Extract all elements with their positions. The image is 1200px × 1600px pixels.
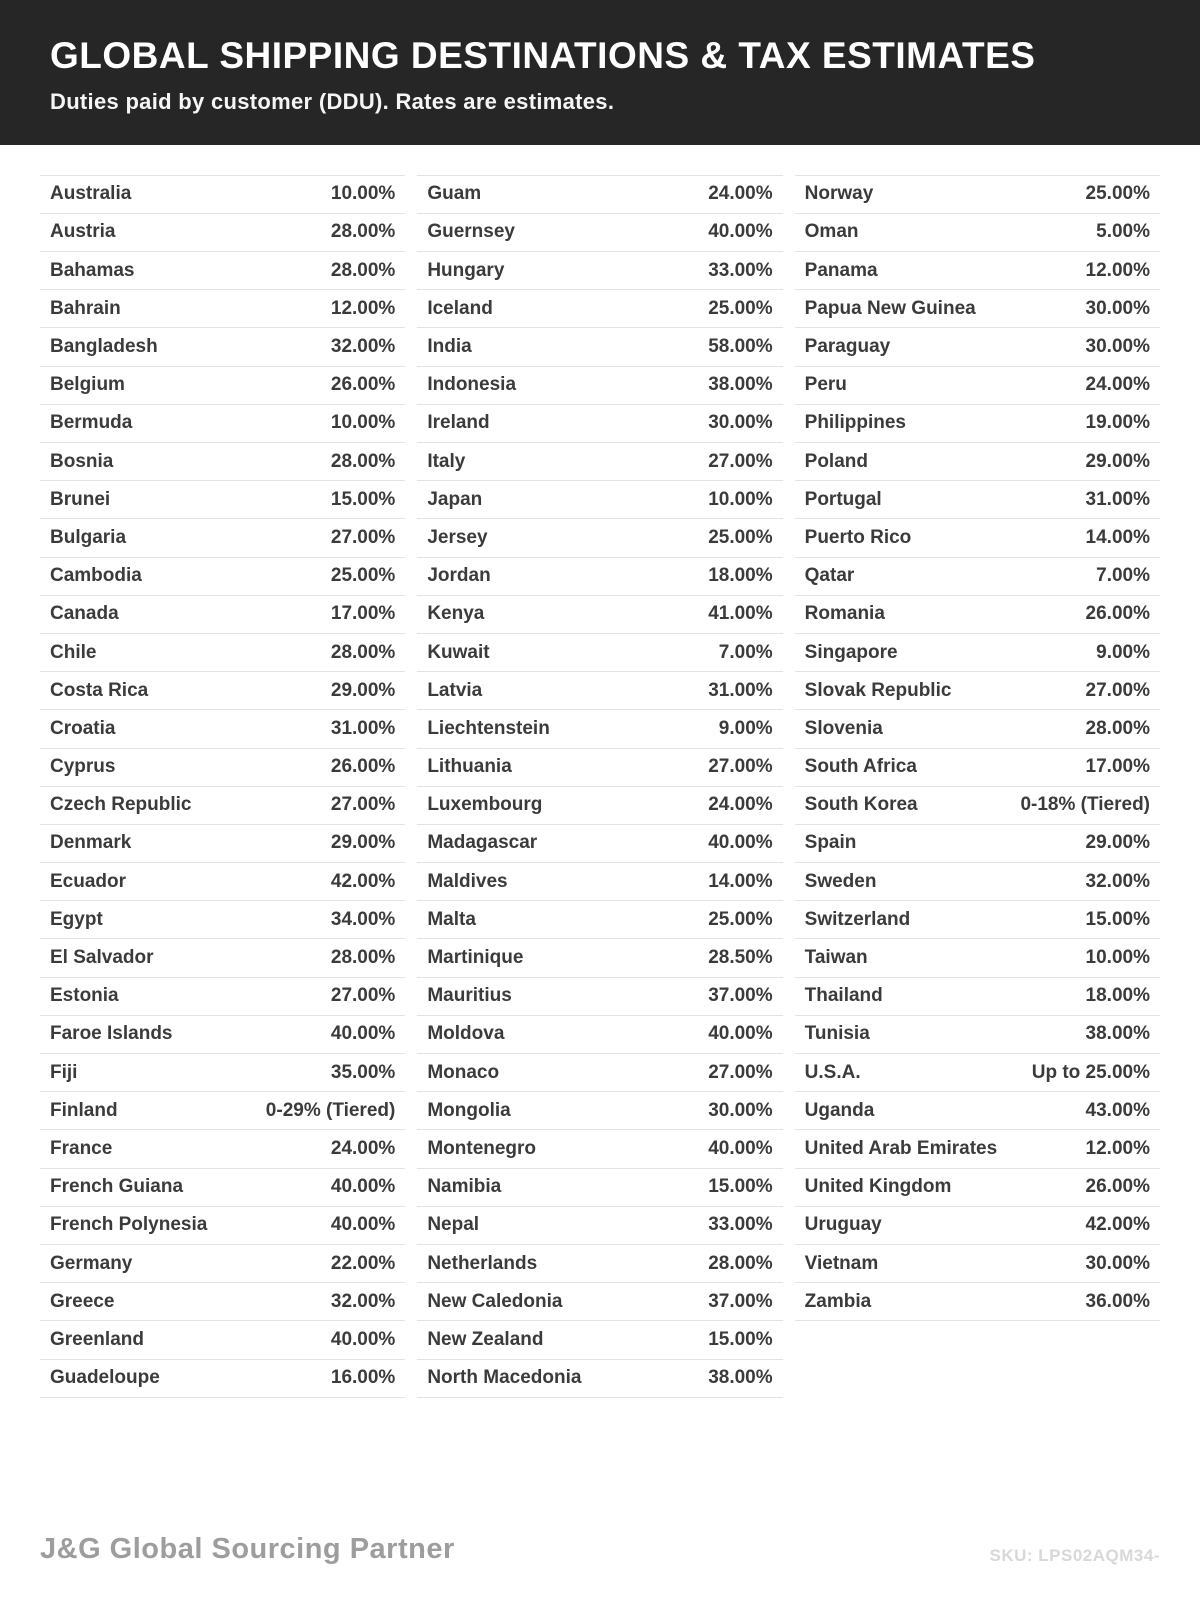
tax-rate: 41.00%: [708, 603, 773, 625]
country-name: Oman: [804, 221, 859, 243]
tax-rate: 19.00%: [1085, 412, 1150, 434]
rate-row: [795, 1130, 1160, 1168]
rates-table: [40, 175, 1160, 1398]
tax-rate: 40.00%: [330, 1176, 396, 1198]
rate-row: [795, 214, 1160, 252]
country-name: Bangladesh: [50, 336, 158, 358]
sku-text: SKU: LPS02AQM34-: [989, 1546, 1160, 1565]
tax-rate: 40.00%: [708, 1137, 773, 1159]
tax-rate: 15.00%: [708, 1176, 773, 1198]
rate-row: [40, 787, 405, 825]
rate-row: [795, 787, 1160, 825]
tax-rate: 29.00%: [330, 679, 396, 701]
country-name: Portugal: [804, 488, 882, 510]
country-name: Bahamas: [50, 259, 135, 281]
tax-rate: 17.00%: [1085, 756, 1150, 778]
tax-rate: 17.00%: [330, 603, 396, 625]
rate-row: [795, 1169, 1160, 1207]
tax-rate: 31.00%: [708, 679, 773, 701]
tax-rate: 37.00%: [708, 985, 773, 1007]
rate-row: [795, 596, 1160, 634]
tax-rate: 22.00%: [330, 1252, 396, 1274]
country-name: Papua New Guinea: [804, 297, 976, 319]
rate-row: [795, 481, 1160, 519]
tax-rate: 9.00%: [1096, 641, 1150, 663]
country-name: Uganda: [804, 1099, 875, 1121]
rate-row: [417, 405, 782, 443]
rate-row: [40, 1130, 405, 1168]
tax-rate: 27.00%: [330, 985, 396, 1007]
tax-rate: 12.00%: [1085, 259, 1150, 281]
tax-rate: 40.00%: [330, 1023, 396, 1045]
country-name: Kenya: [427, 603, 485, 625]
rate-row: [417, 863, 782, 901]
country-name: New Zealand: [427, 1328, 544, 1350]
rate-row: [795, 367, 1160, 405]
tax-rate: 15.00%: [330, 488, 396, 510]
country-name: Monaco: [427, 1061, 500, 1083]
tax-rate: 28.00%: [330, 221, 396, 243]
tax-rate: 26.00%: [330, 756, 396, 778]
country-name: Netherlands: [427, 1252, 538, 1274]
tax-rate: 14.00%: [1085, 526, 1150, 548]
footer: [40, 1533, 1160, 1566]
rate-row: [40, 1092, 405, 1130]
tax-rate: 32.00%: [330, 1290, 396, 1312]
rates-column-3: [795, 175, 1160, 1322]
tax-rate: 42.00%: [1085, 1214, 1150, 1236]
tax-rate: 34.00%: [330, 908, 396, 930]
country-name: Montenegro: [427, 1137, 537, 1159]
tax-rate: 30.00%: [1085, 1252, 1150, 1274]
tax-rate: 15.00%: [708, 1328, 773, 1350]
country-name: Faroe Islands: [50, 1023, 173, 1045]
country-name: Thailand: [804, 985, 883, 1007]
rate-row: [40, 519, 405, 557]
country-name: Belgium: [50, 374, 125, 396]
rate-row: [40, 634, 405, 672]
country-name: Canada: [50, 603, 119, 625]
country-name: South Korea: [804, 794, 918, 816]
tax-rate: 30.00%: [708, 1099, 773, 1121]
rate-row: [40, 978, 405, 1016]
country-name: Vietnam: [804, 1252, 879, 1274]
country-name: Bulgaria: [50, 526, 127, 548]
country-name: Norway: [804, 183, 874, 205]
tax-rate: 18.00%: [708, 565, 773, 587]
tax-rate: 31.00%: [1085, 488, 1150, 510]
tax-rate: 27.00%: [1085, 679, 1150, 701]
page-subtitle: Duties paid by customer (DDU). Rates are estimates.: [50, 88, 615, 114]
rate-row: [795, 978, 1160, 1016]
rate-row: [40, 939, 405, 977]
rate-row: [40, 290, 405, 328]
rate-row: [417, 1360, 782, 1398]
country-name: Hungary: [427, 259, 505, 281]
tax-rate: 27.00%: [708, 756, 773, 778]
rate-row: [417, 710, 782, 748]
country-name: Chile: [50, 641, 97, 663]
tax-rate: 25.00%: [330, 565, 396, 587]
rate-row: [795, 558, 1160, 596]
tax-rate: 10.00%: [1085, 947, 1150, 969]
tax-rate: 10.00%: [708, 488, 773, 510]
country-name: Guam: [427, 183, 482, 205]
tax-rate: 25.00%: [708, 297, 773, 319]
tax-rate: 58.00%: [708, 336, 773, 358]
country-name: Slovak Republic: [804, 679, 952, 701]
tax-rate: 27.00%: [708, 1061, 773, 1083]
tax-rate: 10.00%: [330, 183, 396, 205]
rate-row: [40, 1283, 405, 1321]
tax-rate: 0-18% (Tiered): [1020, 794, 1150, 816]
country-name: Panama: [804, 259, 878, 281]
rate-row: [417, 596, 782, 634]
rate-row: [40, 710, 405, 748]
tax-rate: 0-29% (Tiered): [265, 1099, 396, 1121]
rate-row: [795, 749, 1160, 787]
tax-rate: 25.00%: [1085, 183, 1150, 205]
rate-row: [417, 672, 782, 710]
country-name: Singapore: [804, 641, 898, 663]
tax-rate: 27.00%: [330, 794, 396, 816]
country-name: Egypt: [50, 908, 103, 930]
rate-row: [417, 787, 782, 825]
tax-rate: 28.00%: [330, 641, 396, 663]
rate-row: [417, 1207, 782, 1245]
tax-rate: 25.00%: [708, 526, 773, 548]
rate-row: [795, 672, 1160, 710]
tax-rate: 33.00%: [708, 259, 773, 281]
country-name: Latvia: [427, 679, 483, 701]
country-name: Bosnia: [50, 450, 114, 472]
tax-rate: 38.00%: [708, 374, 773, 396]
country-name: Japan: [427, 488, 483, 510]
country-name: Brunei: [50, 488, 111, 510]
tax-rate: 40.00%: [708, 1023, 773, 1045]
rate-row: [795, 328, 1160, 366]
rate-row: [40, 252, 405, 290]
rate-row: [417, 978, 782, 1016]
page-title: GLOBAL SHIPPING DESTINATIONS & TAX ESTIMATES: [50, 35, 1036, 76]
country-name: Germany: [50, 1252, 133, 1274]
rate-row: [417, 1245, 782, 1283]
rate-row: [795, 519, 1160, 557]
country-name: South Africa: [804, 756, 917, 778]
country-name: Nepal: [427, 1214, 480, 1236]
rate-row: [417, 443, 782, 481]
tax-rate: 28.00%: [708, 1252, 773, 1274]
rate-row: [417, 1092, 782, 1130]
tax-rate: 40.00%: [708, 221, 773, 243]
tax-rate: 7.00%: [718, 641, 773, 663]
tax-rate: 26.00%: [1085, 603, 1150, 625]
country-name: Romania: [804, 603, 885, 625]
rate-row: [417, 176, 782, 214]
rate-row: [795, 901, 1160, 939]
rate-row: [417, 214, 782, 252]
country-name: Paraguay: [804, 336, 891, 358]
country-name: France: [50, 1137, 113, 1159]
rate-row: [40, 1054, 405, 1092]
country-name: Italy: [427, 450, 466, 472]
rate-row: [417, 1169, 782, 1207]
country-name: Lithuania: [427, 756, 512, 778]
country-name: Philippines: [804, 412, 907, 434]
tax-rate: 38.00%: [708, 1367, 773, 1389]
country-name: Fiji: [50, 1061, 78, 1083]
country-name: Mongolia: [427, 1099, 511, 1121]
tax-rate: 30.00%: [1085, 336, 1150, 358]
rate-row: [417, 481, 782, 519]
country-name: Switzerland: [804, 908, 911, 930]
rate-row: [795, 405, 1160, 443]
country-name: Austria: [50, 221, 116, 243]
country-name: Peru: [804, 374, 847, 396]
tax-rate: 28.00%: [330, 450, 396, 472]
country-name: Ecuador: [50, 870, 127, 892]
rate-row: [40, 825, 405, 863]
rate-row: [40, 901, 405, 939]
brand-text: J&G Global Sourcing Partner: [40, 1533, 455, 1565]
tax-rate: 40.00%: [708, 832, 773, 854]
tax-rate: 24.00%: [708, 183, 773, 205]
rate-row: [417, 290, 782, 328]
country-name: Indonesia: [427, 374, 517, 396]
rate-row: [40, 749, 405, 787]
country-name: Estonia: [50, 985, 119, 1007]
country-name: New Caledonia: [427, 1290, 563, 1312]
country-name: North Macedonia: [427, 1367, 582, 1389]
tax-rate: 28.00%: [1085, 717, 1150, 739]
rate-row: [40, 1360, 405, 1398]
country-name: Iceland: [427, 297, 493, 319]
country-name: French Polynesia: [50, 1214, 208, 1236]
country-name: Guadeloupe: [50, 1367, 160, 1389]
rate-row: [795, 825, 1160, 863]
tax-rate: 32.00%: [1085, 870, 1150, 892]
rates-column-2: [417, 175, 782, 1398]
rate-row: [40, 443, 405, 481]
tax-rate: 30.00%: [708, 412, 773, 434]
tax-rate: 40.00%: [330, 1214, 396, 1236]
country-name: United Arab Emirates: [804, 1137, 998, 1159]
tax-rate: 35.00%: [330, 1061, 396, 1083]
country-name: Namibia: [427, 1176, 502, 1198]
tax-rate: 40.00%: [330, 1328, 396, 1350]
tax-rate: 37.00%: [708, 1290, 773, 1312]
tax-rate: 24.00%: [330, 1137, 396, 1159]
country-name: Mauritius: [427, 985, 512, 1007]
tax-rate: 36.00%: [1085, 1290, 1150, 1312]
rate-row: [795, 863, 1160, 901]
rate-row: [795, 634, 1160, 672]
country-name: Australia: [50, 183, 132, 205]
tax-rate: Up to 25.00%: [1031, 1061, 1150, 1083]
rate-row: [417, 749, 782, 787]
country-name: Greenland: [50, 1328, 144, 1350]
country-name: Puerto Rico: [804, 526, 912, 548]
tax-rate: 29.00%: [1085, 450, 1150, 472]
rate-row: [417, 939, 782, 977]
rate-row: [795, 176, 1160, 214]
rate-row: [795, 939, 1160, 977]
rate-row: [417, 825, 782, 863]
tax-rate: 33.00%: [708, 1214, 773, 1236]
rate-row: [40, 1207, 405, 1245]
rate-row: [795, 1283, 1160, 1321]
country-name: Moldova: [427, 1023, 505, 1045]
tax-rate: 18.00%: [1085, 985, 1150, 1007]
country-name: Madagascar: [427, 832, 538, 854]
rates-column-1: [40, 175, 405, 1398]
tax-rate: 27.00%: [708, 450, 773, 472]
rate-row: [40, 596, 405, 634]
rate-row: [417, 252, 782, 290]
rate-row: [795, 1054, 1160, 1092]
country-name: Kuwait: [427, 641, 490, 663]
rate-row: [40, 1169, 405, 1207]
country-name: Poland: [804, 450, 868, 472]
rate-row: [417, 1130, 782, 1168]
rate-row: [417, 1283, 782, 1321]
tax-rate: 5.00%: [1096, 221, 1150, 243]
country-name: Finland: [50, 1099, 118, 1121]
tax-rate: 12.00%: [1085, 1137, 1150, 1159]
tax-rate: 28.00%: [330, 259, 396, 281]
rate-row: [795, 710, 1160, 748]
country-name: United Kingdom: [804, 1176, 952, 1198]
rate-row: [417, 519, 782, 557]
rate-row: [40, 481, 405, 519]
tax-rate: 24.00%: [708, 794, 773, 816]
country-name: India: [427, 336, 472, 358]
rate-row: [40, 328, 405, 366]
rate-row: [795, 290, 1160, 328]
tax-rate: 9.00%: [718, 717, 773, 739]
country-name: Cyprus: [50, 756, 116, 778]
rate-row: [40, 1016, 405, 1054]
tax-rate: 26.00%: [1085, 1176, 1150, 1198]
country-name: Jersey: [427, 526, 488, 548]
country-name: Zambia: [804, 1290, 872, 1312]
tax-rate: 32.00%: [330, 336, 396, 358]
tax-rate: 38.00%: [1085, 1023, 1150, 1045]
country-name: Uruguay: [804, 1214, 882, 1236]
tax-rate: 30.00%: [1085, 297, 1150, 319]
rate-row: [795, 1016, 1160, 1054]
tax-rate: 16.00%: [330, 1367, 396, 1389]
country-name: Qatar: [804, 565, 855, 587]
rate-row: [40, 863, 405, 901]
country-name: Guernsey: [427, 221, 515, 243]
rate-row: [40, 1245, 405, 1283]
rate-row: [40, 672, 405, 710]
rate-row: [40, 214, 405, 252]
country-name: Cambodia: [50, 565, 142, 587]
rate-row: [417, 558, 782, 596]
country-name: Greece: [50, 1290, 115, 1312]
rate-row: [417, 1016, 782, 1054]
tax-rate: 26.00%: [330, 374, 396, 396]
rate-row: [40, 1321, 405, 1359]
country-name: Liechtenstein: [427, 717, 550, 739]
country-name: Ireland: [427, 412, 490, 434]
country-name: Denmark: [50, 832, 132, 854]
country-name: Slovenia: [804, 717, 883, 739]
tax-rate: 15.00%: [1085, 908, 1150, 930]
rate-row: [40, 176, 405, 214]
tax-rate: 25.00%: [708, 908, 773, 930]
country-name: Luxembourg: [427, 794, 543, 816]
country-name: Costa Rica: [50, 679, 149, 701]
rate-row: [40, 405, 405, 443]
country-name: Jordan: [427, 565, 491, 587]
country-name: Taiwan: [804, 947, 868, 969]
country-name: U.S.A.: [804, 1061, 861, 1083]
rate-row: [795, 443, 1160, 481]
tax-rate: 42.00%: [330, 870, 396, 892]
country-name: Martinique: [427, 947, 524, 969]
tax-rate: 31.00%: [330, 717, 396, 739]
country-name: Tunisia: [804, 1023, 870, 1045]
rate-row: [417, 901, 782, 939]
country-name: Croatia: [50, 717, 116, 739]
rate-row: [795, 1207, 1160, 1245]
tax-rate: 12.00%: [330, 297, 396, 319]
rate-row: [417, 634, 782, 672]
country-name: Maldives: [427, 870, 508, 892]
rate-row: [40, 558, 405, 596]
rate-row: [417, 1054, 782, 1092]
rate-row: [417, 1321, 782, 1359]
tax-rate: 29.00%: [1085, 832, 1150, 854]
country-name: Bermuda: [50, 412, 133, 434]
rate-row: [795, 1092, 1160, 1130]
country-name: French Guiana: [50, 1176, 184, 1198]
rate-row: [417, 367, 782, 405]
rate-row: [795, 1245, 1160, 1283]
country-name: Bahrain: [50, 297, 121, 319]
country-name: Spain: [804, 832, 857, 854]
tax-rate: 10.00%: [330, 412, 396, 434]
tax-rate: 29.00%: [330, 832, 396, 854]
country-name: Malta: [427, 908, 476, 930]
tax-rate: 43.00%: [1085, 1099, 1150, 1121]
tax-rate: 24.00%: [1085, 374, 1150, 396]
rate-row: [417, 328, 782, 366]
rate-row: [795, 252, 1160, 290]
country-name: El Salvador: [50, 947, 154, 969]
tax-rate: 14.00%: [708, 870, 773, 892]
rate-row: [40, 367, 405, 405]
country-name: Sweden: [804, 870, 877, 892]
tax-rate: 27.00%: [330, 526, 396, 548]
header: [0, 0, 1200, 145]
country-name: Czech Republic: [50, 794, 192, 816]
tax-rate: 28.00%: [330, 947, 396, 969]
tax-rate: 28.50%: [708, 947, 773, 969]
tax-rate: 7.00%: [1096, 565, 1150, 587]
